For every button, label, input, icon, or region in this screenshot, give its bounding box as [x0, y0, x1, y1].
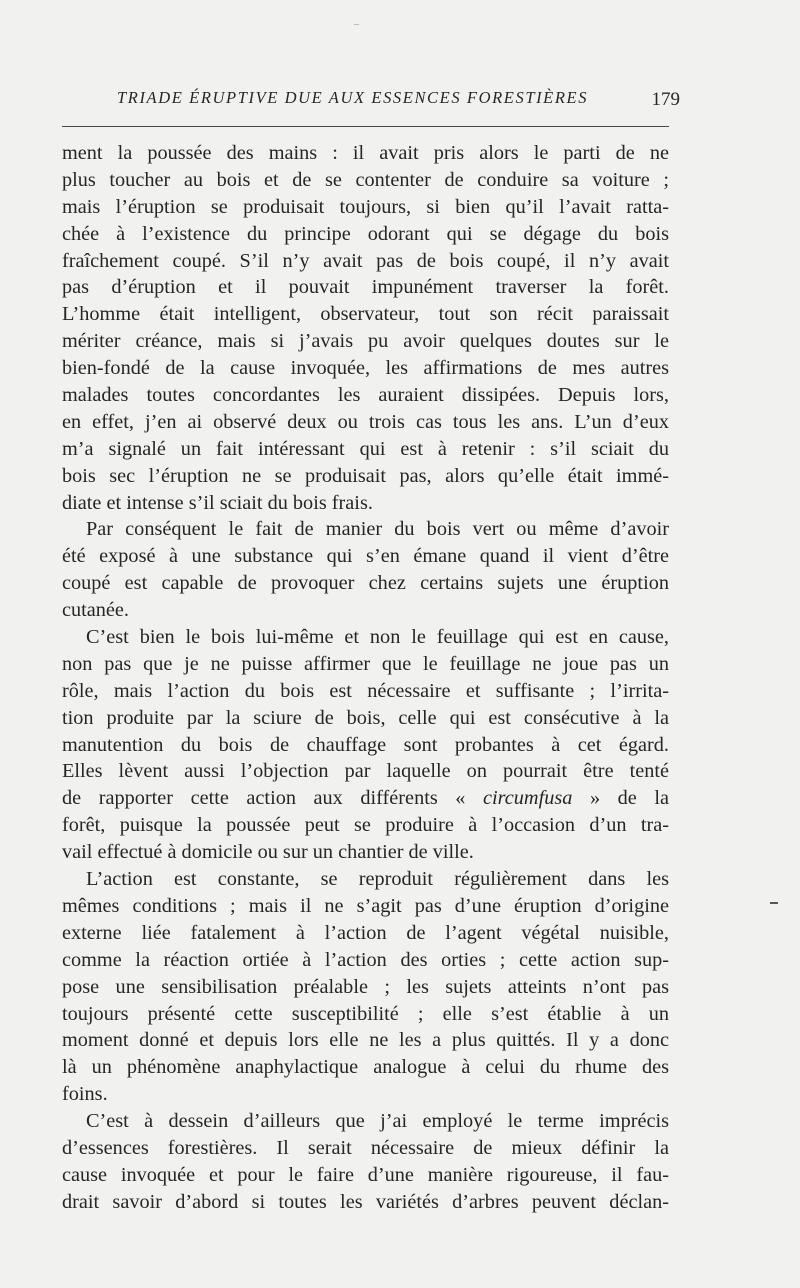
header-rule — [62, 126, 669, 127]
text-line: malades toutes concordantes les auraient dissipées. Depuis lors, — [62, 384, 669, 407]
text-line: chée à l’existence du principe odorant qui se dégage du bois — [62, 222, 669, 245]
text-line: comme la réaction ortiée à l’action des orties ; cette action sup- — [62, 948, 669, 971]
text-line: mériter créance, mais si j’avais pu avoir quelques doutes sur le — [62, 330, 669, 353]
text-line: non pas que je ne puisse affirmer que le feuillage ne joue pas un — [62, 652, 669, 675]
text-line: bois sec l’éruption ne se produisait pas, alors qu’elle était immé- — [62, 464, 669, 487]
text-line: Par conséquent le fait de manier du bois vert ou même d’avoir — [86, 518, 669, 541]
text-line: diate et intense s’il sciait du bois frais. — [62, 491, 373, 514]
page-number: 179 — [651, 89, 680, 110]
text-line: en effet, j’en ai observé deux ou trois cas tous les ans. L’un d’eux — [62, 410, 669, 433]
text-line: cutanée. — [62, 599, 129, 622]
text-line: Elles lèvent aussi l’objection par laquelle on pourrait être tenté — [62, 760, 669, 783]
text-line: coupé est capable de provoquer chez certains sujets une éruption — [62, 572, 669, 595]
text-line: plus toucher au bois et de se contenter de conduire sa voiture ; — [62, 168, 669, 191]
scan-speck — [354, 24, 359, 25]
text-line: mêmes conditions ; mais il ne s’agit pas d’une éruption d’origine — [62, 894, 669, 917]
text-line: forêt, puisque la poussée peut se produire à l’occasion d’un tra- — [62, 814, 669, 837]
text-line: ment la poussée des mains : il avait pris alors le parti de ne — [62, 142, 669, 164]
text-line: m’a signalé un fait intéressant qui est à retenir : s’il sciait du — [62, 437, 669, 460]
text-line: vail effectué à domicile ou sur un chantier de ville. — [62, 841, 474, 864]
text-line: toujours présenté cette susceptibilité ; elle s’est établie à un — [62, 1002, 669, 1025]
text-line: bien-fondé de la cause invoquée, les affirmations de mes autres — [62, 357, 669, 380]
text-line: là un phénomène anaphylactique analogue à celui du rhume des — [62, 1056, 669, 1079]
text-line: fraîchement coupé. S’il n’y avait pas de bois coupé, il n’y avait — [62, 249, 669, 272]
text-line: mais l’éruption se produisait toujours, si bien qu’il l’avait ratta- — [62, 195, 669, 218]
text-line: manutention du bois de chauffage sont probantes à cet égard. — [62, 733, 669, 756]
text-line: drait savoir d’abord si toutes les variétés d’arbres peuvent déclan- — [62, 1190, 669, 1213]
text-segment: de rapporter cette action aux différents « — [62, 787, 483, 810]
text-line: pose une sensibilisation préalable ; les sujets atteints n’ont pas — [62, 975, 669, 998]
text-line: tion produite par la sciure de bois, celle qui est consécutive à la — [62, 706, 669, 729]
text-line: pas d’éruption et il pouvait impunément traverser la forêt. — [62, 276, 669, 299]
text-line: L’homme était intelligent, observateur, tout son récit paraissait — [62, 303, 669, 326]
running-title: TRIADE ÉRUPTIVE DUE AUX ESSENCES FORESTIÈRES — [117, 88, 589, 107]
text-line: C’est à dessein d’ailleurs que j’ai employé le terme imprécis — [86, 1110, 669, 1133]
text-line: cause invoquée et pour le faire d’une manière rigoureuse, il fau- — [62, 1163, 669, 1186]
text-line: foins. — [62, 1083, 108, 1106]
text-line: externe liée fatalement à l’action de l’agent végétal nuisible, — [62, 921, 669, 944]
text-line — [62, 785, 669, 812]
text-line: C’est bien le bois lui-même et non le feuillage qui est en cause, — [86, 626, 669, 649]
text-line: moment donné et depuis lors elle ne les a plus quittés. Il y a donc — [62, 1029, 669, 1052]
text-line: L’action est constante, se reproduit régulièrement dans les — [86, 868, 669, 891]
body-text — [62, 140, 669, 1216]
italic-term: circumfusa — [483, 787, 573, 810]
text-line: été exposé à une substance qui s’en émane quand il vient d’être — [62, 545, 669, 568]
margin-mark — [770, 902, 778, 904]
text-line: d’essences forestières. Il serait nécessaire de mieux définir la — [62, 1136, 669, 1159]
page-header — [60, 88, 680, 114]
text-line: rôle, mais l’action du bois est nécessaire et suffisante ; l’irrita- — [62, 679, 669, 702]
text-segment: » de la — [572, 787, 669, 810]
